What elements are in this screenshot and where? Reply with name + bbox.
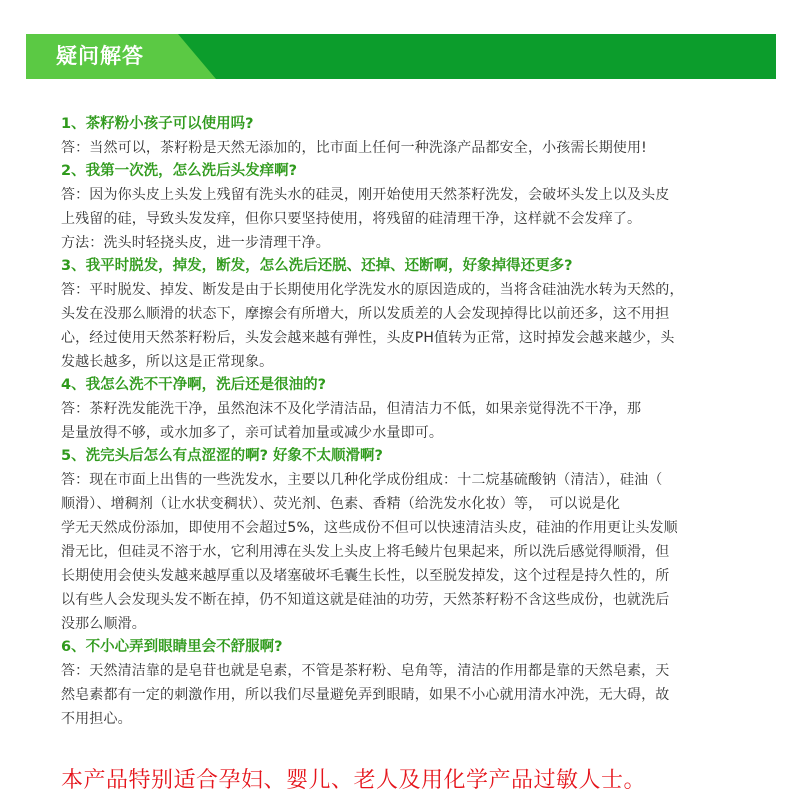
faq-item	[61, 374, 751, 445]
faq-answer-line: 心，经过使用天然茶籽粉后，头发会越来越有弹性，头皮PH值转为正常，这时掉发会越来越少，头	[61, 330, 675, 346]
faq-item	[61, 255, 751, 374]
faq-question: 2、我第一次洗，怎么洗后头发痒啊?	[61, 163, 297, 179]
faq-answer-line: 头发在没那么顺滑的状态下，摩擦会有所增大，所以发质差的人会发现掉得比以前还多，这不用担	[61, 306, 670, 322]
faq-item	[61, 160, 751, 255]
faq-answer-line: 上残留的硅，导致头发发痒，但你只要坚持使用，将残留的硅清理干净，这样就不会发痒了。	[61, 211, 642, 227]
faq-answer-line: 然皂素都有一定的刺激作用，所以我们尽量避免弄到眼睛，如果不小心就用清水冲洗，无大碍，故	[61, 687, 670, 703]
faq-answer	[61, 659, 751, 731]
faq-answer-line: 答：平时脱发、掉发、断发是由于长期使用化学洗发水的原因造成的，当将含硅油洗水转为天然的，	[61, 282, 684, 298]
faq-item	[61, 445, 751, 636]
faq-answer-line: 顺滑）、增稠剂（让水状变稠状）、荧光剂、色素、香精（给洗发水化妆）等， 可以说是化	[61, 496, 621, 512]
faq-answer-line: 答：当然可以，茶籽粉是天然无添加的，比市面上任何一种洗涤产品都安全，小孩需长期使用!	[61, 140, 647, 156]
section-header-bar	[26, 34, 776, 79]
faq-answer-line: 没那么顺滑。	[61, 616, 146, 632]
faq-item	[61, 113, 751, 160]
faq-answer-line: 方法：洗头时轻挠头皮，进一步清理干净。	[61, 235, 330, 251]
faq-answer	[61, 468, 751, 636]
faq-answer-line: 学无天然成份添加，即使用不会超过5%，这些成份不但可以快速清洁头皮，硅油的作用更让头发顺	[61, 520, 678, 536]
faq-answer-line: 不用担心。	[61, 711, 132, 727]
faq-answer-line: 答：天然清洁靠的是皂苷也就是皂素，不管是茶籽粉、皂角等，清洁的作用都是靠的天然皂素，天	[61, 663, 670, 679]
faq-answer	[61, 136, 751, 160]
faq-item	[61, 636, 751, 731]
section-title: 疑问解答	[56, 44, 144, 68]
faq-answer-line: 以有些人会发现头发不断在掉，仍不知道这就是硅油的功劳，天然茶籽粉不含这些成份，也就洗后	[61, 592, 670, 608]
faq-question: 6、不小心弄到眼睛里会不舒服啊?	[61, 639, 283, 655]
faq-answer	[61, 278, 751, 374]
faq-answer-line: 长期使用会使头发越来越厚重以及堵塞破坏毛囊生长性，以至脱发掉发，这个过程是持久性的，所	[61, 568, 670, 584]
faq-question: 3、我平时脱发，掉发，断发，怎么洗后还脱、还掉、还断啊，好象掉得还更多?	[61, 258, 573, 274]
faq-question: 5、洗完头后怎么有点涩涩的啊? 好象不太顺滑啊?	[61, 448, 383, 464]
faq-question: 1、茶籽粉小孩子可以使用吗?	[61, 116, 254, 132]
faq-answer	[61, 183, 751, 255]
faq-answer-line: 是量放得不够，或水加多了，亲可试着加量或减少水量即可。	[61, 425, 444, 441]
faq-answer-line: 发越长越多，所以这是正常现象。	[61, 354, 274, 370]
faq-question: 4、我怎么洗不干净啊，洗后还是很油的?	[61, 377, 326, 393]
faq-answer	[61, 397, 751, 445]
faq-answer-line: 答：因为你头皮上头发上残留有洗头水的硅灵，刚开始使用天然茶籽洗发，会破坏头发上以及头皮	[61, 187, 670, 203]
footer-notice: 本产品特别适合孕妇、婴儿、老人及用化学产品过敏人士。	[61, 768, 647, 793]
faq-answer-line: 答：茶籽洗发能洗干净，虽然泡沫不及化学清洁品，但清洁力不低，如果亲觉得洗不干净，那	[61, 401, 642, 417]
faq-answer-line: 滑无比，但硅灵不溶于水，它利用溥在头发上头皮上将毛鲮片包果起来，所以洗后感觉得顺滑，但	[61, 544, 670, 560]
faq-list	[61, 113, 751, 731]
faq-answer-line: 答：现在市面上出售的一些洗发水，主要以几种化学成份组成：十二烷基硫酸钠（清洁），硅油（	[61, 472, 663, 488]
